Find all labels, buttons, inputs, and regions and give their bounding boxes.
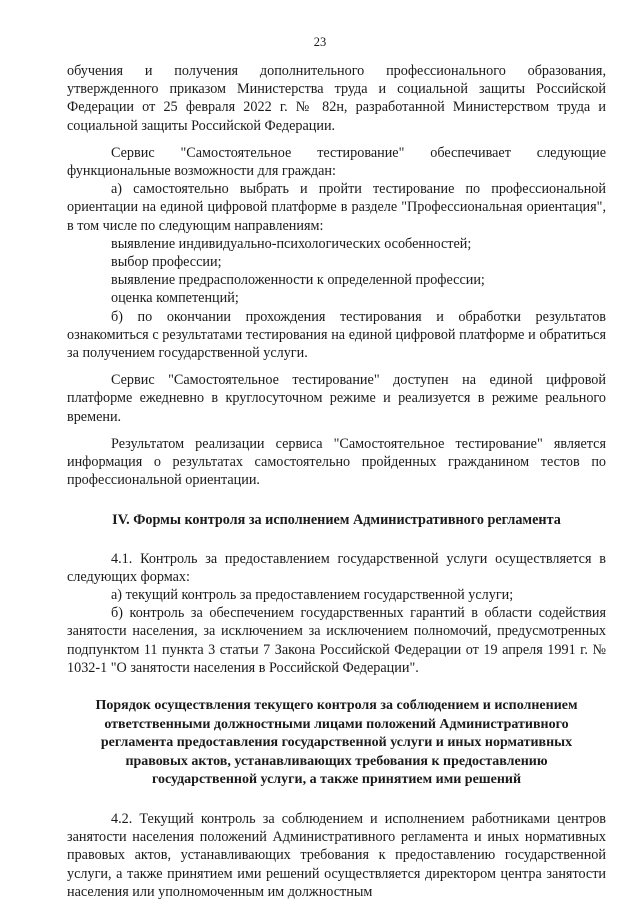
paragraph: оценка компетенций; [111, 290, 239, 307]
paragraphs-mid [67, 550, 606, 677]
paragraph: 4.1. Контроль за предоставлением государственной услуги осуществляется в следующих формах: [67, 550, 606, 585]
section-heading: IV. Формы контроля за исполнением Административного регламента [112, 512, 561, 529]
paragraph: выявление предрасположенности к определенной профессии; [111, 272, 485, 289]
paragraph: а) текущий контроль за предоставлением государственной услуги; [111, 587, 514, 604]
paragraph: 4.2. Текущий контроль за соблюдением и исполнением работниками центров занятости населения положений Административного регламента и иных нормативных правовых актов, устанавливающих требования к предоставлению государственной услуги, а также принятием ими решений осуществляется директором центра занятости населения или уполномоченным им должностным [67, 811, 606, 900]
paragraph: обучения и получения дополнительного профессионального образования, утвержденного приказом Министерства труда и социальной защиты Российской Федерации от 25 февраля 2022 г. № 82н, разработанной Министерством труда и социальной защиты Российской Федерации. [67, 63, 606, 134]
paragraph: б) контроль за обеспечением государственных гарантий в области содействия занятости населения, за исключением за исключением полномочий, предусмотренных подпунктом 11 пункта 3 статьи 7 Закона Российской Федерации от 19 апреля 1991 г. № 1032-1 "О занятости населения в Российской Федерации". [67, 605, 606, 676]
paragraph: б) по окончании прохождения тестирования и обработки результатов ознакомиться с результатами тестирования на единой цифровой платформе и обратиться за получением государственной услуги. [67, 308, 606, 362]
paragraph: Сервис "Самостоятельное тестирование" доступен на единой цифровой платформе ежедневно в круглосуточном режиме и реализуется в режиме реального времени. [67, 372, 606, 425]
paragraph: Сервис "Самостоятельное тестирование" обеспечивает следующие функциональные возможности для граждан: [67, 144, 606, 180]
paragraph: выявление индивидуально-психологических особенностей; [111, 235, 472, 252]
paragraph: выбор профессии; [111, 254, 222, 271]
page-number: 23 [313, 35, 327, 49]
paragraph: Результатом реализации сервиса "Самостоятельное тестирование" является информация о результатах самостоятельно пройденных гражданином тестов по профессиональной ориентации. [67, 435, 606, 489]
paragraph: а) самостоятельно выбрать и пройти тестирование по профессиональной ориентации на единой цифровой платформе в разделе "Профессиональная ориентация", в том числе по следующим направлениям: [67, 181, 606, 234]
paragraphs-top [67, 62, 606, 489]
paragraphs-bottom [67, 810, 606, 901]
subsection-heading: Порядок осуществления текущего контроля за соблюдением и исполнением ответственными должностными лицами положений Административного регламента предоставления государственной услуги и иных нормативных правовых актов, устанавливающих требования к предоставлению государственной услуги, а также принятием ими решений [95, 698, 578, 788]
page-content [67, 62, 606, 901]
